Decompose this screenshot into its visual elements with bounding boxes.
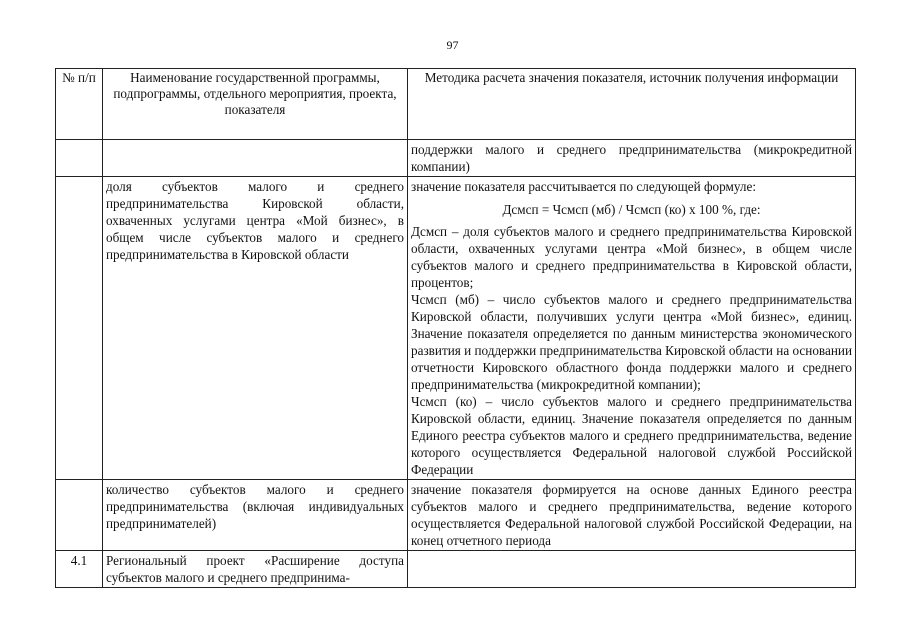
row-method: поддержки малого и среднего предпринимательства (микрокредитной компании) [408, 140, 856, 177]
table-row [56, 177, 856, 480]
method-definition: Чсмсп (мб) – число субъектов малого и среднего предпринимательства Кировской области, получивших услуги центра «Мой бизнес», единиц. Значение показателя определяется по данным министерства экономического развития и поддержки предпринимательства Кировской области на основании отчетности Кировского областного фонда поддержки малого и среднего предпринимательства (микрокредитной компании); [411, 292, 852, 392]
row-method [408, 177, 856, 480]
method-formula: Дсмсп = Чсмсп (мб) / Чсмсп (ко) x 100 %, где: [502, 202, 761, 217]
table-header-row [56, 69, 856, 140]
page-number: 97 [446, 38, 459, 52]
header-name: Наименование государственной программы, подпрограммы, отдельного мероприятия, проекта, показателя [103, 69, 408, 140]
row-name [103, 140, 408, 177]
row-method: значение показателя формируется на основе данных Единого реестра субъектов малого и среднего предпринимательства, ведение которого осуществляется Федеральной налоговой службой Российской Федерации, на конец отчетного периода [408, 480, 856, 551]
methodology-table [55, 68, 856, 588]
header-number: № п/п [56, 69, 103, 140]
row-name: Региональный проект «Расширение доступа субъектов малого и среднего предпринима- [103, 551, 408, 588]
row-name: количество субъектов малого и среднего предпринимательства (включая индивидуальных предпринимателей) [103, 480, 408, 551]
row-number [56, 140, 103, 177]
table-row [56, 140, 856, 177]
method-definition: Дсмсп – доля субъектов малого и среднего предпринимательства Кировской области, охваченных услугами центра «Мой бизнес», в общем числе субъектов малого и среднего предпринимательства в Кировской области, процентов; [411, 224, 852, 290]
row-number [56, 177, 103, 480]
header-method: Методика расчета значения показателя, источник получения информации [408, 69, 856, 140]
table-row [56, 480, 856, 551]
row-name: доля субъектов малого и среднего предпринимательства Кировской области, охваченных услугами центра «Мой бизнес», в общем числе субъектов малого и среднего предпринимательства в Кировской области [103, 177, 408, 480]
method-definition: Чсмсп (ко) – число субъектов малого и среднего предпринимательства Кировской области, единиц. Значение показателя определяется по данным Единого реестра субъектов малого и среднего предпринимательства, ведение которого осуществляется Федеральной налоговой службой Российской Федерации [411, 394, 852, 477]
row-number [56, 480, 103, 551]
row-number: 4.1 [56, 551, 103, 588]
row-method [408, 551, 856, 588]
method-intro: значение показателя рассчитывается по следующей формуле: [411, 179, 757, 194]
table-row [56, 551, 856, 588]
